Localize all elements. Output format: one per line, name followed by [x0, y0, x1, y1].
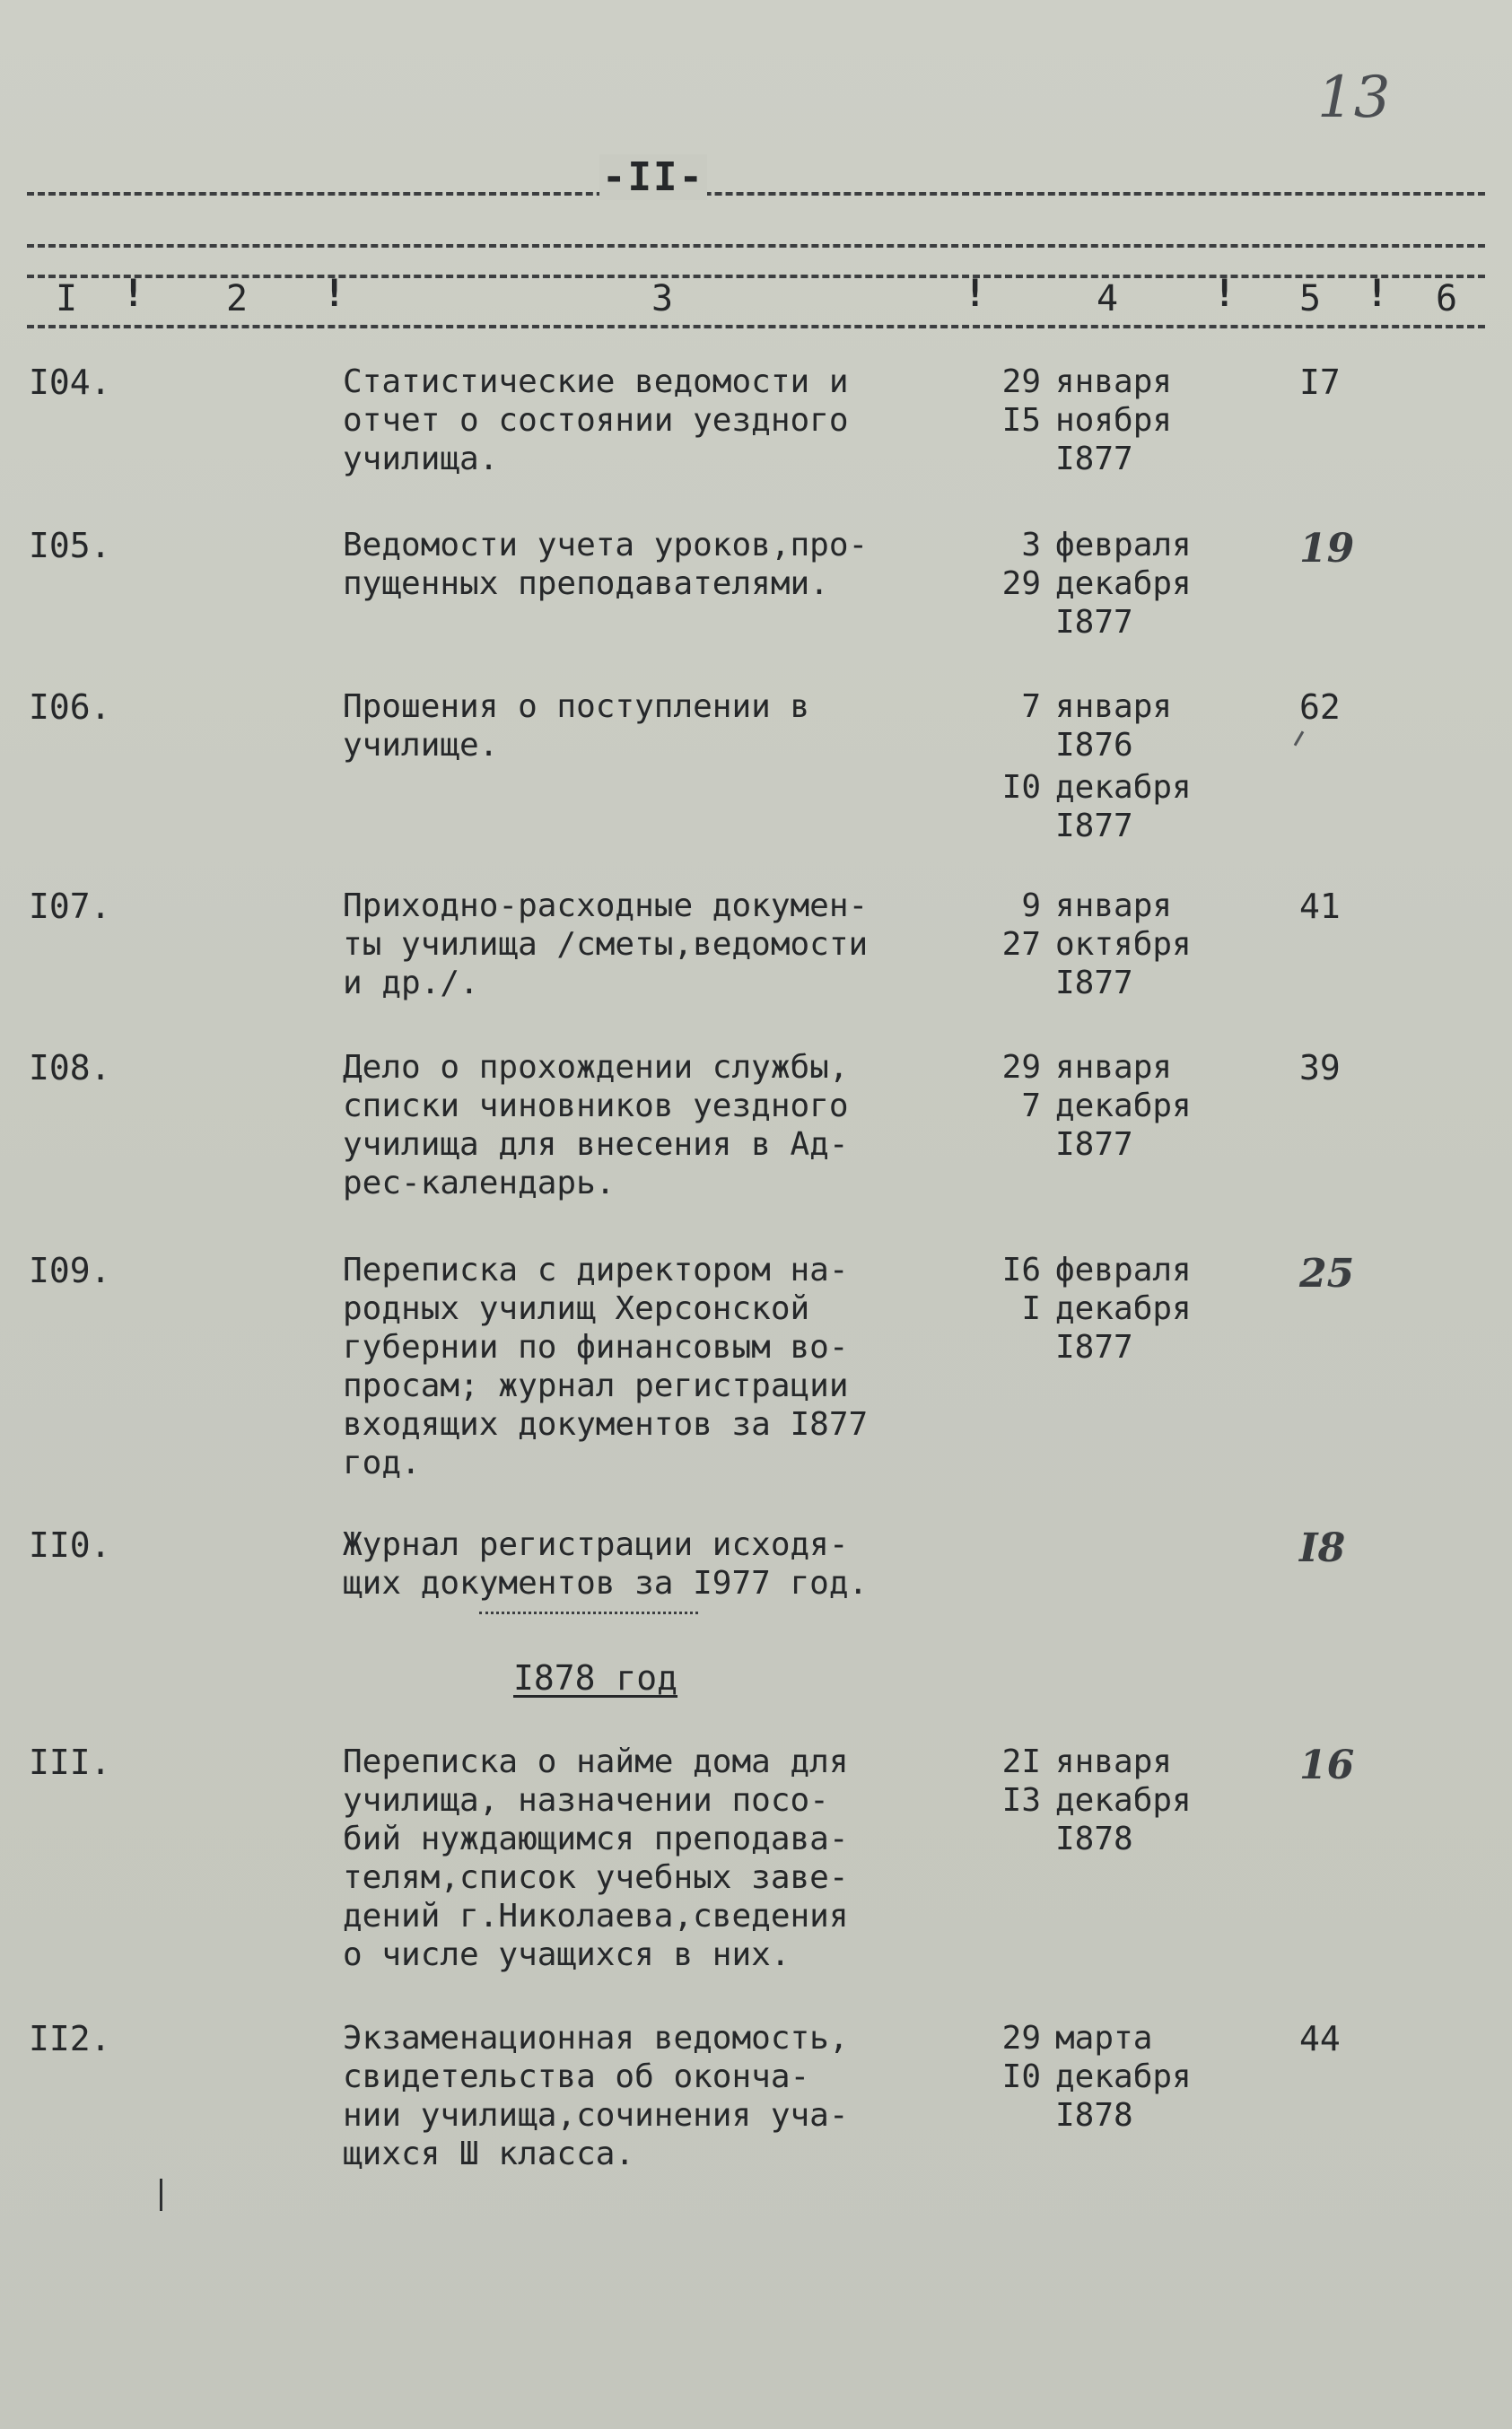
pencil-tick-mark — [1294, 730, 1305, 746]
date-start-day: 7 — [1021, 688, 1041, 725]
entry-dates — [969, 1743, 1238, 1858]
entry-dates — [969, 1048, 1238, 1164]
entry-sheets: 62 — [1299, 687, 1341, 727]
entry-title: Журнал регистрации исходя- щих документов за I977 год. — [343, 1526, 869, 1602]
entry-sheets: 44 — [1299, 2019, 1341, 2058]
date-year: I877 — [1055, 604, 1133, 641]
header-rule-bottom — [27, 325, 1485, 328]
wavy-underline — [479, 1612, 698, 1614]
date-end-day: I3 — [1001, 1782, 1041, 1819]
column-number-5: 5 — [1299, 278, 1322, 319]
date-end-day: I0 — [1001, 2058, 1041, 2095]
column-separator: ! — [964, 271, 987, 315]
header-rule-second — [27, 244, 1485, 248]
date-start-month: января — [1055, 887, 1173, 924]
header-rule-top — [27, 192, 1485, 196]
date-end-day: I — [1021, 1290, 1041, 1327]
entry-title: Прошения о поступлении в училище. — [343, 688, 810, 764]
entry-sheets: 39 — [1299, 1048, 1341, 1088]
date-end-day: 27 — [1001, 926, 1041, 963]
entry-title: Ведомости учета уроков,про- пущенных преподавателями. — [343, 527, 869, 602]
entry-title: Переписка о найме дома для училища, назначении посо- бий нуждающимся преподава- телям,список учебных заве- дений г.Николаева,сведения о числе учащихся в них. — [343, 1743, 849, 1973]
date-year: I877 — [1055, 1329, 1133, 1366]
entry-sheets: I8 — [1299, 1525, 1346, 1571]
entry-title: Дело о прохождении службы, списки чиновников уездного училища для внесения в Ад- рес-календарь. — [343, 1049, 849, 1201]
column-separator: ! — [1366, 271, 1389, 315]
date-start-day: 29 — [1001, 2020, 1041, 2057]
entry-dates — [969, 526, 1238, 642]
date-start-month: января — [1055, 1049, 1173, 1086]
date-start-day: 29 — [1001, 363, 1041, 400]
date-end-month: ноября — [1055, 402, 1173, 439]
column-separator: ! — [122, 271, 145, 315]
date-start-month: февраля — [1055, 1252, 1192, 1289]
date-start-month: января — [1055, 1743, 1173, 1780]
date-start-month: февраля — [1055, 527, 1192, 564]
entry-number: I04. — [29, 363, 111, 402]
date-end-month: декабря — [1055, 769, 1192, 806]
entry-dates — [969, 363, 1238, 478]
date-year: I878 — [1055, 2097, 1133, 2134]
date-end-month: октября — [1055, 926, 1192, 963]
entry-title: Приходно-расходные докумен- ты училища /сметы,ведомости и др./. — [343, 887, 869, 1001]
pen-mark — [160, 2179, 162, 2211]
date-end-day: 7 — [1021, 1088, 1041, 1124]
date-end-month: декабря — [1055, 1290, 1192, 1327]
date-end-month: декабря — [1055, 2058, 1192, 2095]
date-end-day: I5 — [1001, 402, 1041, 439]
date-start-month: января — [1055, 363, 1173, 400]
date-start-day: 3 — [1021, 527, 1041, 564]
entry-dates — [969, 2019, 1238, 2135]
column-number-3: 3 — [651, 278, 674, 319]
entry-dates — [969, 1251, 1238, 1367]
date-start-day: I6 — [1001, 1252, 1041, 1289]
date-year: I878 — [1055, 1821, 1133, 1857]
entry-number: II0. — [29, 1525, 111, 1565]
column-separator: ! — [323, 271, 346, 315]
entry-number: I06. — [29, 687, 111, 727]
entry-dates — [969, 887, 1238, 1002]
date-end-month: декабря — [1055, 1088, 1192, 1124]
column-number-4: 4 — [1097, 278, 1119, 319]
date-year: I877 — [1055, 965, 1133, 1001]
entry-number: I05. — [29, 526, 111, 565]
folio-number: 13 — [1317, 65, 1391, 131]
date-year: I877 — [1055, 441, 1133, 477]
column-number-6: 6 — [1436, 278, 1458, 319]
date-start-month: марта — [1055, 2020, 1153, 2057]
year-heading: I878 год — [513, 1658, 678, 1698]
column-number-1: I — [56, 278, 78, 319]
page-number: -II- — [599, 154, 707, 200]
entry-sheets: 16 — [1299, 1743, 1355, 1788]
entry-number: II2. — [29, 2019, 111, 2058]
date-end-day: I0 — [1001, 769, 1041, 806]
entry-number: I08. — [29, 1048, 111, 1088]
date-end-month: декабря — [1055, 1782, 1192, 1819]
entry-number: I09. — [29, 1251, 111, 1290]
date-start-year: I876 — [1055, 727, 1133, 764]
date-start-day: 29 — [1001, 1049, 1041, 1086]
entry-sheets: 41 — [1299, 887, 1341, 926]
entry-number: III. — [29, 1743, 111, 1782]
date-start-day: 2I — [1001, 1743, 1041, 1780]
date-start-month: января — [1055, 688, 1173, 725]
date-year: I877 — [1055, 808, 1133, 844]
date-start-day: 9 — [1021, 887, 1041, 924]
date-end-month: декабря — [1055, 565, 1192, 602]
entry-title: Статистические ведомости и отчет о состоянии уездного училища. — [343, 363, 849, 477]
entry-title: Экзаменационная ведомость, свидетельства об оконча- нии училища,сочинения уча- щихся Ш класса. — [343, 2020, 849, 2172]
entry-number: I07. — [29, 887, 111, 926]
date-end-day: 29 — [1001, 565, 1041, 602]
date-year: I877 — [1055, 1126, 1133, 1163]
entry-title: Переписка с директором на- родных училищ Херсонской губернии по финансовым во- просам; журнал регистрации входящих документов за I877 год. — [343, 1252, 869, 1481]
column-separator: ! — [1213, 271, 1237, 315]
entry-sheets: 19 — [1299, 526, 1355, 572]
entry-dates — [969, 687, 1238, 845]
entry-sheets: 25 — [1299, 1251, 1355, 1297]
column-number-2: 2 — [226, 278, 249, 319]
entry-sheets: I7 — [1299, 363, 1341, 402]
